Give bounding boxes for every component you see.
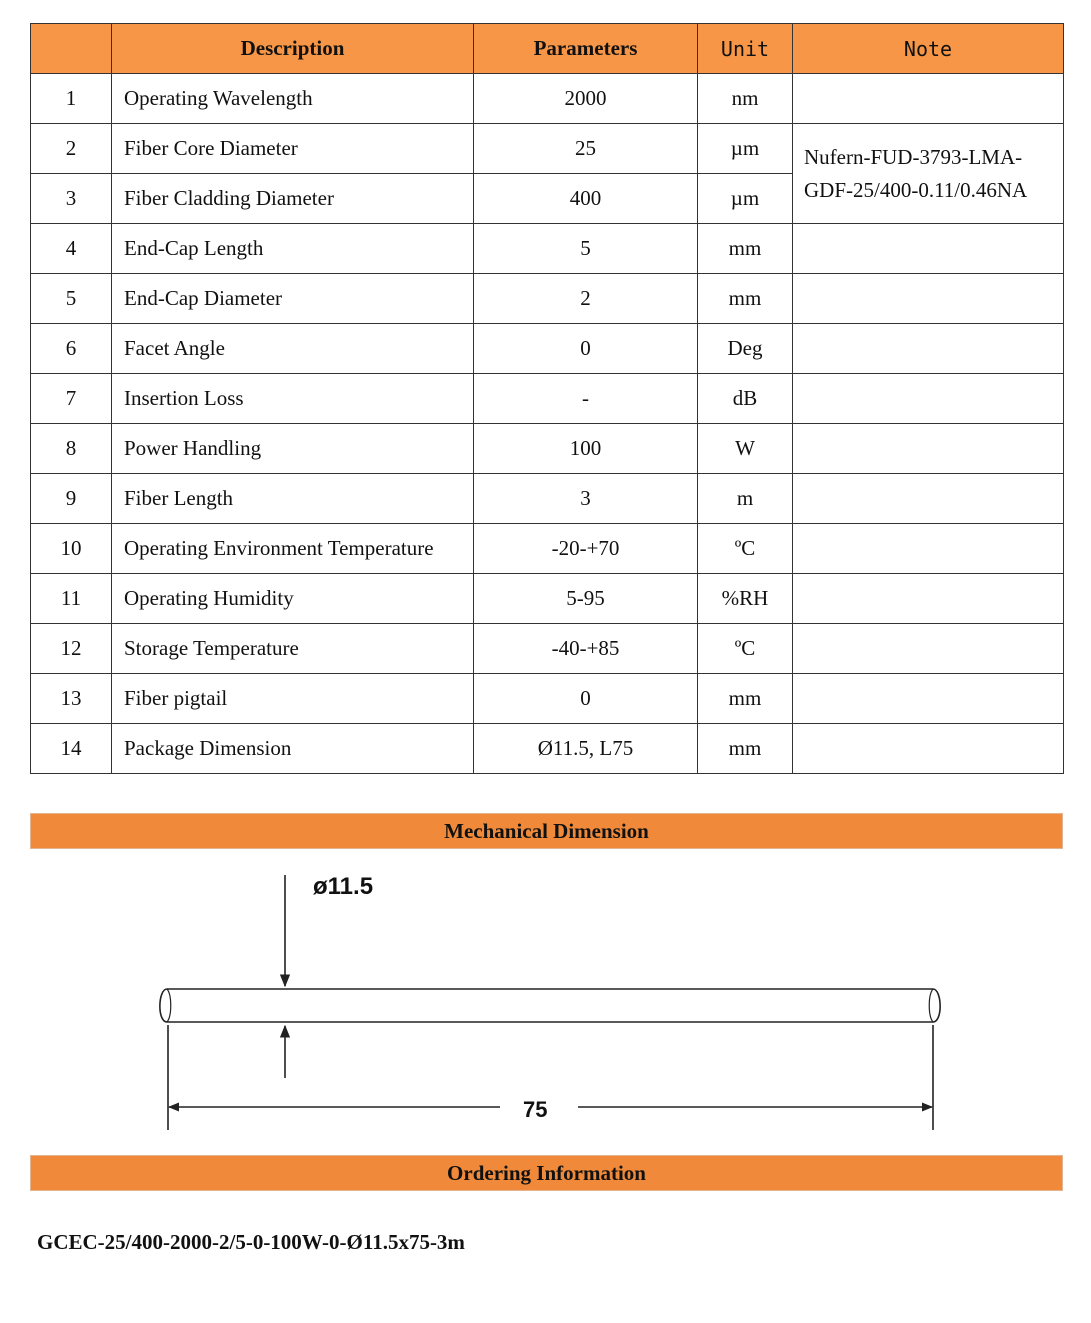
row-parameter: 2000	[474, 74, 698, 124]
row-unit: ºC	[698, 624, 793, 674]
row-note	[793, 724, 1064, 774]
diameter-label: ø11.5	[313, 873, 374, 900]
row-number: 13	[31, 674, 112, 724]
row-unit: µm	[698, 174, 793, 224]
row-number: 9	[31, 474, 112, 524]
row-description: Power Handling	[112, 424, 474, 474]
row-number: 14	[31, 724, 112, 774]
header-note: Note	[793, 24, 1064, 74]
row-parameter: 2	[474, 274, 698, 324]
mechanical-dimension-title: Mechanical Dimension	[30, 813, 1063, 849]
row-parameter: 0	[474, 674, 698, 724]
table-header-row	[31, 24, 1064, 74]
row-note	[793, 224, 1064, 274]
table-row	[31, 374, 1064, 424]
row-unit: mm	[698, 724, 793, 774]
cylinder-body	[160, 989, 940, 1022]
table-row	[31, 574, 1064, 624]
row-unit: W	[698, 424, 793, 474]
row-number: 2	[31, 124, 112, 174]
row-number: 11	[31, 574, 112, 624]
row-number: 1	[31, 74, 112, 124]
table-row	[31, 274, 1064, 324]
length-label: 75	[523, 1097, 548, 1122]
row-description: Operating Environment Temperature	[112, 524, 474, 574]
row-number: 7	[31, 374, 112, 424]
row-unit: mm	[698, 674, 793, 724]
row-description: Fiber Length	[112, 474, 474, 524]
table-row	[31, 124, 1064, 174]
row-number: 4	[31, 224, 112, 274]
row-note	[793, 474, 1064, 524]
row-unit: ºC	[698, 524, 793, 574]
row-description: Fiber pigtail	[112, 674, 474, 724]
row-description: Fiber Core Diameter	[112, 124, 474, 174]
row-parameter: -40-+85	[474, 624, 698, 674]
table-row	[31, 674, 1064, 724]
row-number: 5	[31, 274, 112, 324]
row-unit: nm	[698, 74, 793, 124]
table-row	[31, 74, 1064, 124]
row-parameter: 5-95	[474, 574, 698, 624]
header-description: Description	[112, 24, 474, 74]
table-row	[31, 524, 1064, 574]
row-note	[793, 424, 1064, 474]
row-description: End-Cap Diameter	[112, 274, 474, 324]
row-description: Operating Wavelength	[112, 74, 474, 124]
header-parameters: Parameters	[474, 24, 698, 74]
row-unit: mm	[698, 224, 793, 274]
row-note	[793, 324, 1064, 374]
row-parameter: Ø11.5, L75	[474, 724, 698, 774]
row-description: Operating Humidity	[112, 574, 474, 624]
row-number: 6	[31, 324, 112, 374]
table-row	[31, 624, 1064, 674]
row-description: Fiber Cladding Diameter	[112, 174, 474, 224]
table-row	[31, 424, 1064, 474]
table-row	[31, 324, 1064, 374]
ordering-code: GCEC-25/400-2000-2/5-0-100W-0-Ø11.5x75-3m	[37, 1230, 465, 1254]
table-row	[31, 724, 1064, 774]
row-note	[793, 74, 1064, 124]
row-description: Facet Angle	[112, 324, 474, 374]
row-note	[793, 574, 1064, 624]
fiber-model-note: Nufern-FUD-3793-LMA-GDF-25/400-0.11/0.46NA	[793, 124, 1064, 224]
row-description: Insertion Loss	[112, 374, 474, 424]
row-parameter: 3	[474, 474, 698, 524]
row-parameter: 400	[474, 174, 698, 224]
row-parameter: 0	[474, 324, 698, 374]
row-number: 3	[31, 174, 112, 224]
row-unit: mm	[698, 274, 793, 324]
row-note	[793, 524, 1064, 574]
row-note	[793, 274, 1064, 324]
row-unit: %RH	[698, 574, 793, 624]
table-row	[31, 474, 1064, 524]
row-number: 8	[31, 424, 112, 474]
row-note	[793, 674, 1064, 724]
row-parameter: 5	[474, 224, 698, 274]
row-unit: m	[698, 474, 793, 524]
row-parameter: 100	[474, 424, 698, 474]
row-note	[793, 624, 1064, 674]
row-parameter: -	[474, 374, 698, 424]
row-unit: dB	[698, 374, 793, 424]
row-number: 12	[31, 624, 112, 674]
row-unit: Deg	[698, 324, 793, 374]
header-unit: Unit	[698, 24, 793, 74]
row-unit: µm	[698, 124, 793, 174]
row-description: Package Dimension	[112, 724, 474, 774]
row-note	[793, 374, 1064, 424]
spec-table	[30, 23, 1064, 774]
table-row	[31, 224, 1064, 274]
row-description: Storage Temperature	[112, 624, 474, 674]
header-no	[31, 24, 112, 74]
row-number: 10	[31, 524, 112, 574]
row-parameter: 25	[474, 124, 698, 174]
row-parameter: -20-+70	[474, 524, 698, 574]
ordering-information-title: Ordering Information	[30, 1155, 1063, 1191]
row-description: End-Cap Length	[112, 224, 474, 274]
